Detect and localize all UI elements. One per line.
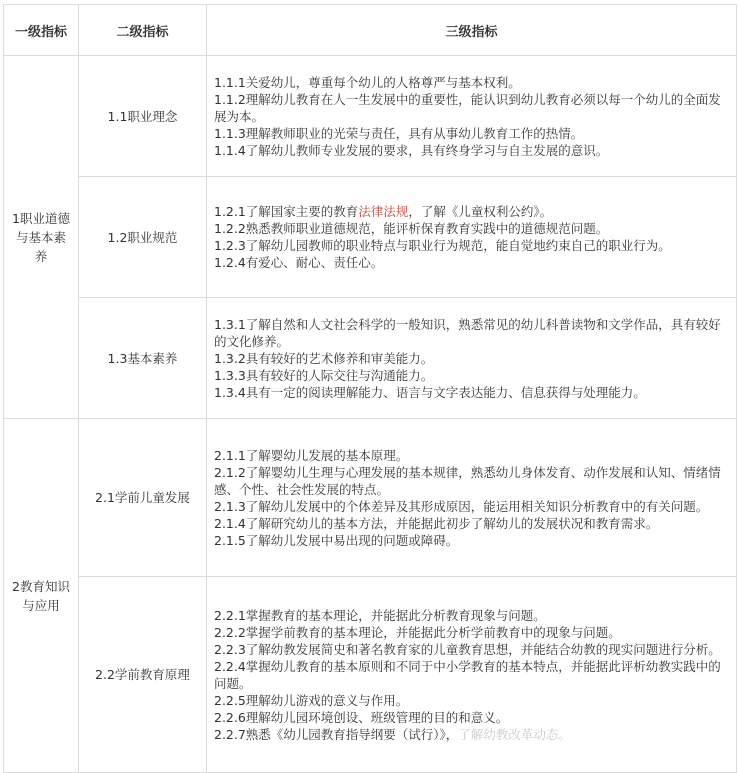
list-item: 2.1.4了解研究幼儿的基本方法，并能据此初步了解幼儿的发展状况和教育需求。 — [214, 515, 659, 531]
table-row — [4, 298, 737, 419]
list-item: 2.1.2了解婴幼儿生理与心理发展的基本规律，熟悉幼儿身体发育、动作发展和认知、情绪情感、个性、社会性发展的特点。 — [214, 464, 721, 497]
level-1-cell — [4, 419, 79, 773]
list-item: 1.2.4有爱心、耐心、责任心。 — [214, 255, 384, 270]
level-3-cell — [207, 56, 737, 177]
law-link[interactable]: 法律法规 — [358, 204, 409, 219]
list-item: 1.2.2熟悉教师职业道德规范，能评析保育教育实践中的道德规范问题。 — [214, 221, 609, 236]
list-item: 2.2.4掌握幼儿教育的基本原则和不同于中小学教育的基本特点，并能据此评析幼教实践中的问题。 — [214, 658, 721, 691]
header-row — [4, 5, 737, 56]
list-item: 2.2.6理解幼儿园环境创设、班级管理的目的和意义。 — [214, 709, 509, 725]
level-2-cell — [79, 577, 207, 773]
table-row — [4, 419, 737, 577]
list-item: 2.1.1了解婴幼儿发展的基本原理。 — [214, 447, 409, 463]
list-item: 1.3.2具有较好的艺术修养和审美能力。 — [214, 350, 434, 366]
list-item: 2.2.1掌握教育的基本理论，并能据此分析教育现象与问题。 — [214, 607, 546, 623]
level-2-cell — [79, 56, 207, 177]
level-2-cell — [79, 177, 207, 298]
level-2-name: 2.1学前儿童发展 — [95, 490, 190, 505]
list-item: 1.1.3理解教师职业的光荣与责任，具有从事幼儿教育工作的热情。 — [214, 125, 584, 141]
list-item — [214, 203, 728, 220]
list-item-text: 2.2.7熟悉《幼儿园教育指导纲要（试行）》， — [214, 726, 459, 742]
header-level-3: 三级指标 — [207, 5, 737, 56]
table-row — [4, 577, 737, 773]
level-3-cell — [207, 177, 737, 298]
list-item: 2.2.2掌握学前教育的基本理论，并能据此分析学前教育中的现象与问题。 — [214, 624, 621, 640]
level-3-cell — [207, 419, 737, 577]
list-item: 1.3.1了解自然和人文社会科学的一般知识，熟悉常见的幼儿科普读物和文学作品，具有较好的文化修养。 — [214, 316, 721, 349]
list-item: 1.1.2理解幼儿教育在人一生发展中的重要性，能认识到幼儿教育必须以每一个幼儿的全面发展为本。 — [214, 91, 721, 124]
level-2-name: 1.1职业理念 — [107, 108, 178, 124]
level-3-cell — [207, 298, 737, 419]
table-row — [4, 56, 737, 177]
list-item — [214, 726, 728, 743]
level-1-name: 2教育知识与应用 — [12, 578, 70, 613]
header-level-1: 一级指标 — [4, 5, 79, 56]
indicator-table — [3, 4, 737, 773]
level-3-cell — [207, 577, 737, 773]
list-item: 2.2.5理解幼儿游戏的意义与作用。 — [214, 692, 409, 708]
list-item-text-faded: 了解幼教改革动态。 — [458, 726, 571, 742]
level-1-cell — [4, 56, 79, 419]
list-item: 1.1.4了解幼儿教师专业发展的要求，具有终身学习与自主发展的意识。 — [214, 142, 609, 158]
list-item: 2.2.3了解幼教发展简史和著名教育家的儿童教育思想，并能结合幼教的现实问题进行分析。 — [214, 641, 721, 657]
list-item: 2.1.5了解幼儿发展中易出现的问题或障碍。 — [214, 532, 459, 548]
table-row — [4, 177, 737, 298]
level-2-cell — [79, 298, 207, 419]
level-2-name: 2.2学前教育原理 — [95, 667, 190, 682]
list-item: 1.3.3具有较好的人际交往与沟通能力。 — [214, 367, 434, 383]
list-item: 1.2.3了解幼儿园教师的职业特点与职业行为规范，能自觉地约束自己的职业行为。 — [214, 238, 671, 253]
level-2-cell — [79, 419, 207, 577]
level-1-name: 1职业道德与基本素养 — [12, 210, 70, 264]
list-item-text: ，了解《儿童权利公约》。 — [408, 204, 553, 219]
level-2-name: 1.2职业规范 — [107, 229, 178, 245]
list-item: 1.3.4具有一定的阅读理解能力、语言与文字表达能力、信息获得与处理能力。 — [214, 384, 646, 400]
list-item: 1.1.1关爱幼儿，尊重每个幼儿的人格尊严与基本权利。 — [214, 74, 521, 90]
level-2-name: 1.3基本素养 — [107, 350, 178, 366]
list-item-text: 1.2.1了解国家主要的教育 — [214, 204, 359, 219]
list-item: 2.1.3了解幼儿发展中的个体差异及其形成原因，能运用相关知识分析教育中的有关问题。 — [214, 498, 709, 514]
header-level-2: 二级指标 — [79, 5, 207, 56]
